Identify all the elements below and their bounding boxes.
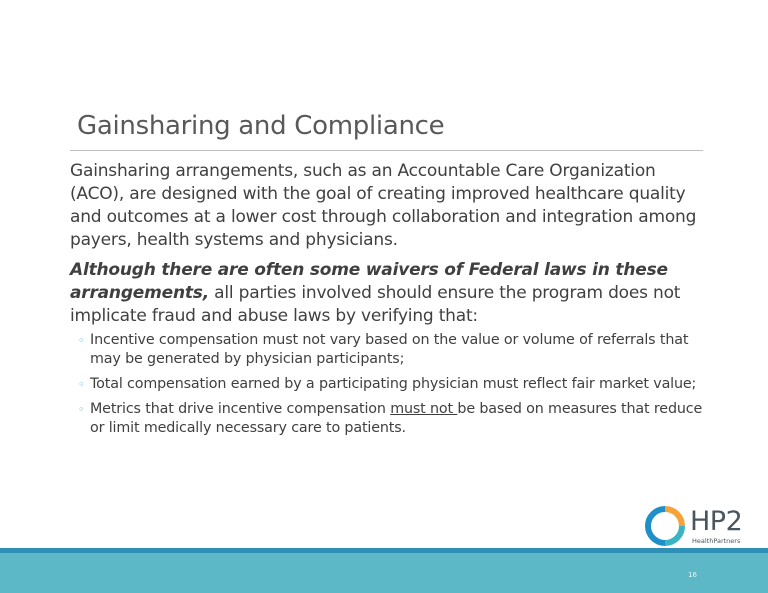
logo-text: HP2 [690,506,743,537]
page-number: 16 [688,571,697,579]
paragraph-intro: Gainsharing arrangements, such as an Accountable Care Organization (ACO), are designed with the goal of creating improved healthcare quality and outcomes at a lower cost through collaboration and integration among payers, health systems and physicians. [70,161,697,250]
slide-title: Gainsharing and Compliance [77,111,445,141]
title-divider [70,150,703,151]
logo-subtext: HealthPartners [692,537,741,545]
hp2-logo [643,504,763,548]
list-item [78,331,710,369]
bullet-marker: ◦ [78,334,85,347]
bullet-text: Incentive compensation must not vary based on the value or volume of referrals that may be generated by physician participants; [90,332,689,367]
bullet-text-after: be based on measures that reduce or limit medically necessary care to patients. [90,401,703,436]
bullet-text: Total compensation earned by a participating physician must reflect fair market value; [90,376,697,392]
bullet-marker: ◦ [78,403,85,416]
bullet-text-underlined: must not [390,401,458,417]
paragraph-lead: Although there are often some waivers of Federal laws in these arrangements, [70,260,668,303]
paragraph-compliance [70,259,710,328]
hp2-logo-mark-icon [643,504,687,548]
bullet-text-before: Metrics that drive incentive compensation [90,401,391,417]
bullet-marker: ◦ [78,378,85,391]
footer-bar [0,553,768,593]
paragraph-rest: all parties involved should ensure the program does not implicate fraud and abuse laws by verifying that: [70,283,681,326]
bullet-list [70,331,710,438]
slide-body [70,160,710,444]
list-item [78,400,710,438]
list-item [78,375,710,394]
